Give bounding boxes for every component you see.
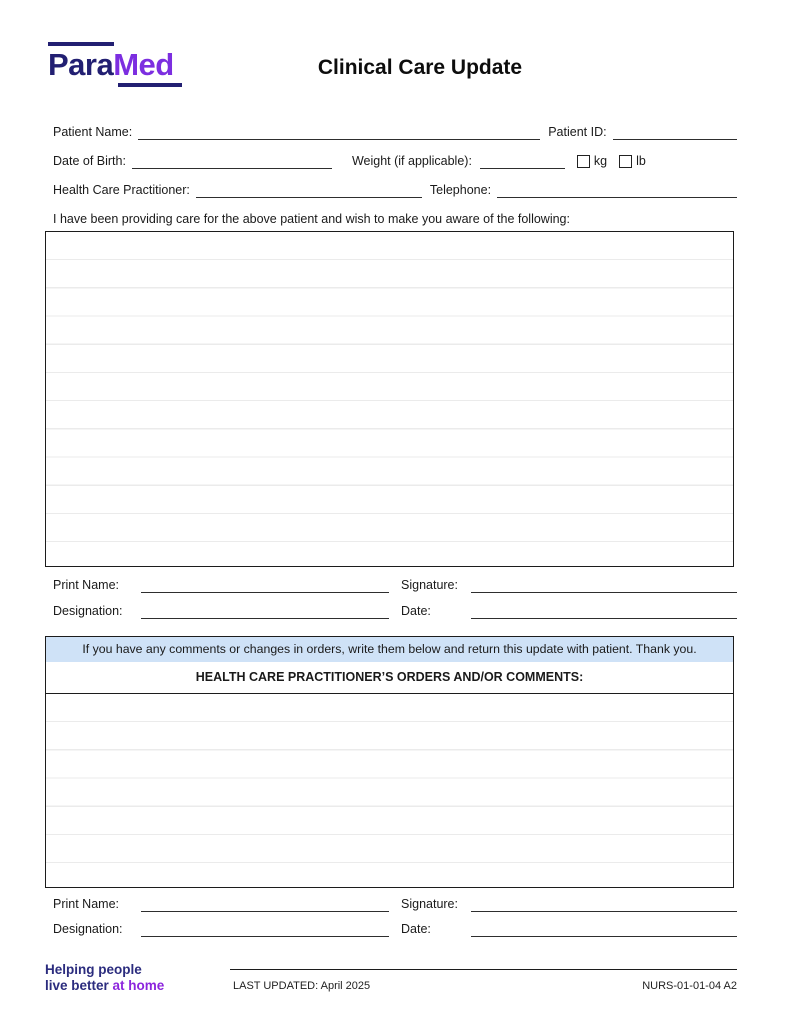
- sig1-print-row: [53, 575, 737, 593]
- care-notes-area[interactable]: [45, 231, 734, 567]
- footer-divider: [230, 969, 737, 970]
- designation-label-2: Designation:: [53, 922, 123, 936]
- weight-field[interactable]: [480, 153, 565, 169]
- page-title: Clinical Care Update: [317, 56, 523, 79]
- lb-label: lb: [636, 154, 646, 168]
- brand-tagline: [45, 962, 164, 994]
- telephone-label: Telephone:: [429, 183, 492, 197]
- date-field-2[interactable]: [471, 921, 737, 937]
- paramed-logo: [48, 42, 182, 87]
- logo-top-bar: [48, 42, 114, 46]
- last-updated-text: LAST UPDATED: April 2025: [233, 980, 371, 992]
- patient-name-field[interactable]: [138, 124, 540, 140]
- orders-header: HEALTH CARE PRACTITIONER’S ORDERS AND/OR COMMENTS:: [46, 662, 733, 694]
- lb-checkbox[interactable]: [619, 155, 632, 168]
- weight-label: Weight (if applicable):: [351, 154, 472, 168]
- print-name-label: Print Name:: [53, 578, 119, 592]
- lb-option: [619, 154, 646, 169]
- date-label: Date:: [401, 604, 431, 618]
- patient-name-label: Patient Name:: [53, 125, 133, 139]
- orders-notes-area[interactable]: [46, 694, 733, 887]
- designation-field[interactable]: [141, 603, 389, 619]
- dob-label: Date of Birth:: [53, 154, 126, 168]
- comments-instruction-banner: If you have any comments or changes in orders, write them below and return this update with patient. Thank you.: [46, 637, 733, 662]
- print-name-label-2: Print Name:: [53, 897, 119, 911]
- logo-bottom-bar: [118, 83, 182, 87]
- date-field[interactable]: [471, 603, 737, 619]
- kg-checkbox[interactable]: [577, 155, 590, 168]
- patient-id-field[interactable]: [613, 124, 737, 140]
- print-name-field-2[interactable]: [141, 896, 389, 912]
- document-code: NURS-01-01-04 A2: [642, 980, 737, 992]
- tagline-line1: Helping people: [45, 962, 142, 977]
- dob-weight-row: [53, 151, 737, 169]
- telephone-field[interactable]: [497, 182, 737, 198]
- signature-label: Signature:: [401, 578, 458, 592]
- signature-field[interactable]: [471, 577, 737, 593]
- practitioner-row: [53, 180, 737, 198]
- signature-field-2[interactable]: [471, 896, 737, 912]
- signature-label-2: Signature:: [401, 897, 458, 911]
- sig2-print-row: [53, 894, 737, 912]
- dob-field[interactable]: [132, 153, 332, 169]
- tagline-line2: [45, 978, 164, 994]
- kg-option: [577, 154, 607, 169]
- designation-label: Designation:: [53, 604, 123, 618]
- practitioner-field[interactable]: [196, 182, 422, 198]
- kg-label: kg: [593, 154, 608, 168]
- patient-row: [53, 122, 737, 140]
- date-label-2: Date:: [401, 922, 431, 936]
- intro-text: I have been providing care for the above patient and wish to make you aware of the following:: [53, 212, 570, 226]
- patient-id-label: Patient ID:: [548, 125, 607, 139]
- logo-text-med: Med: [113, 47, 174, 82]
- practitioner-label: Health Care Practitioner:: [53, 183, 190, 197]
- logo-text-para: Para: [48, 47, 114, 82]
- sig2-designation-row: [53, 919, 737, 937]
- logo-text: [48, 48, 182, 82]
- designation-field-2[interactable]: [141, 921, 389, 937]
- tagline-line2-navy: live better: [45, 978, 109, 993]
- tagline-line2-purple: at home: [112, 978, 165, 993]
- sig1-designation-row: [53, 601, 737, 619]
- orders-box: [45, 636, 734, 888]
- print-name-field[interactable]: [141, 577, 389, 593]
